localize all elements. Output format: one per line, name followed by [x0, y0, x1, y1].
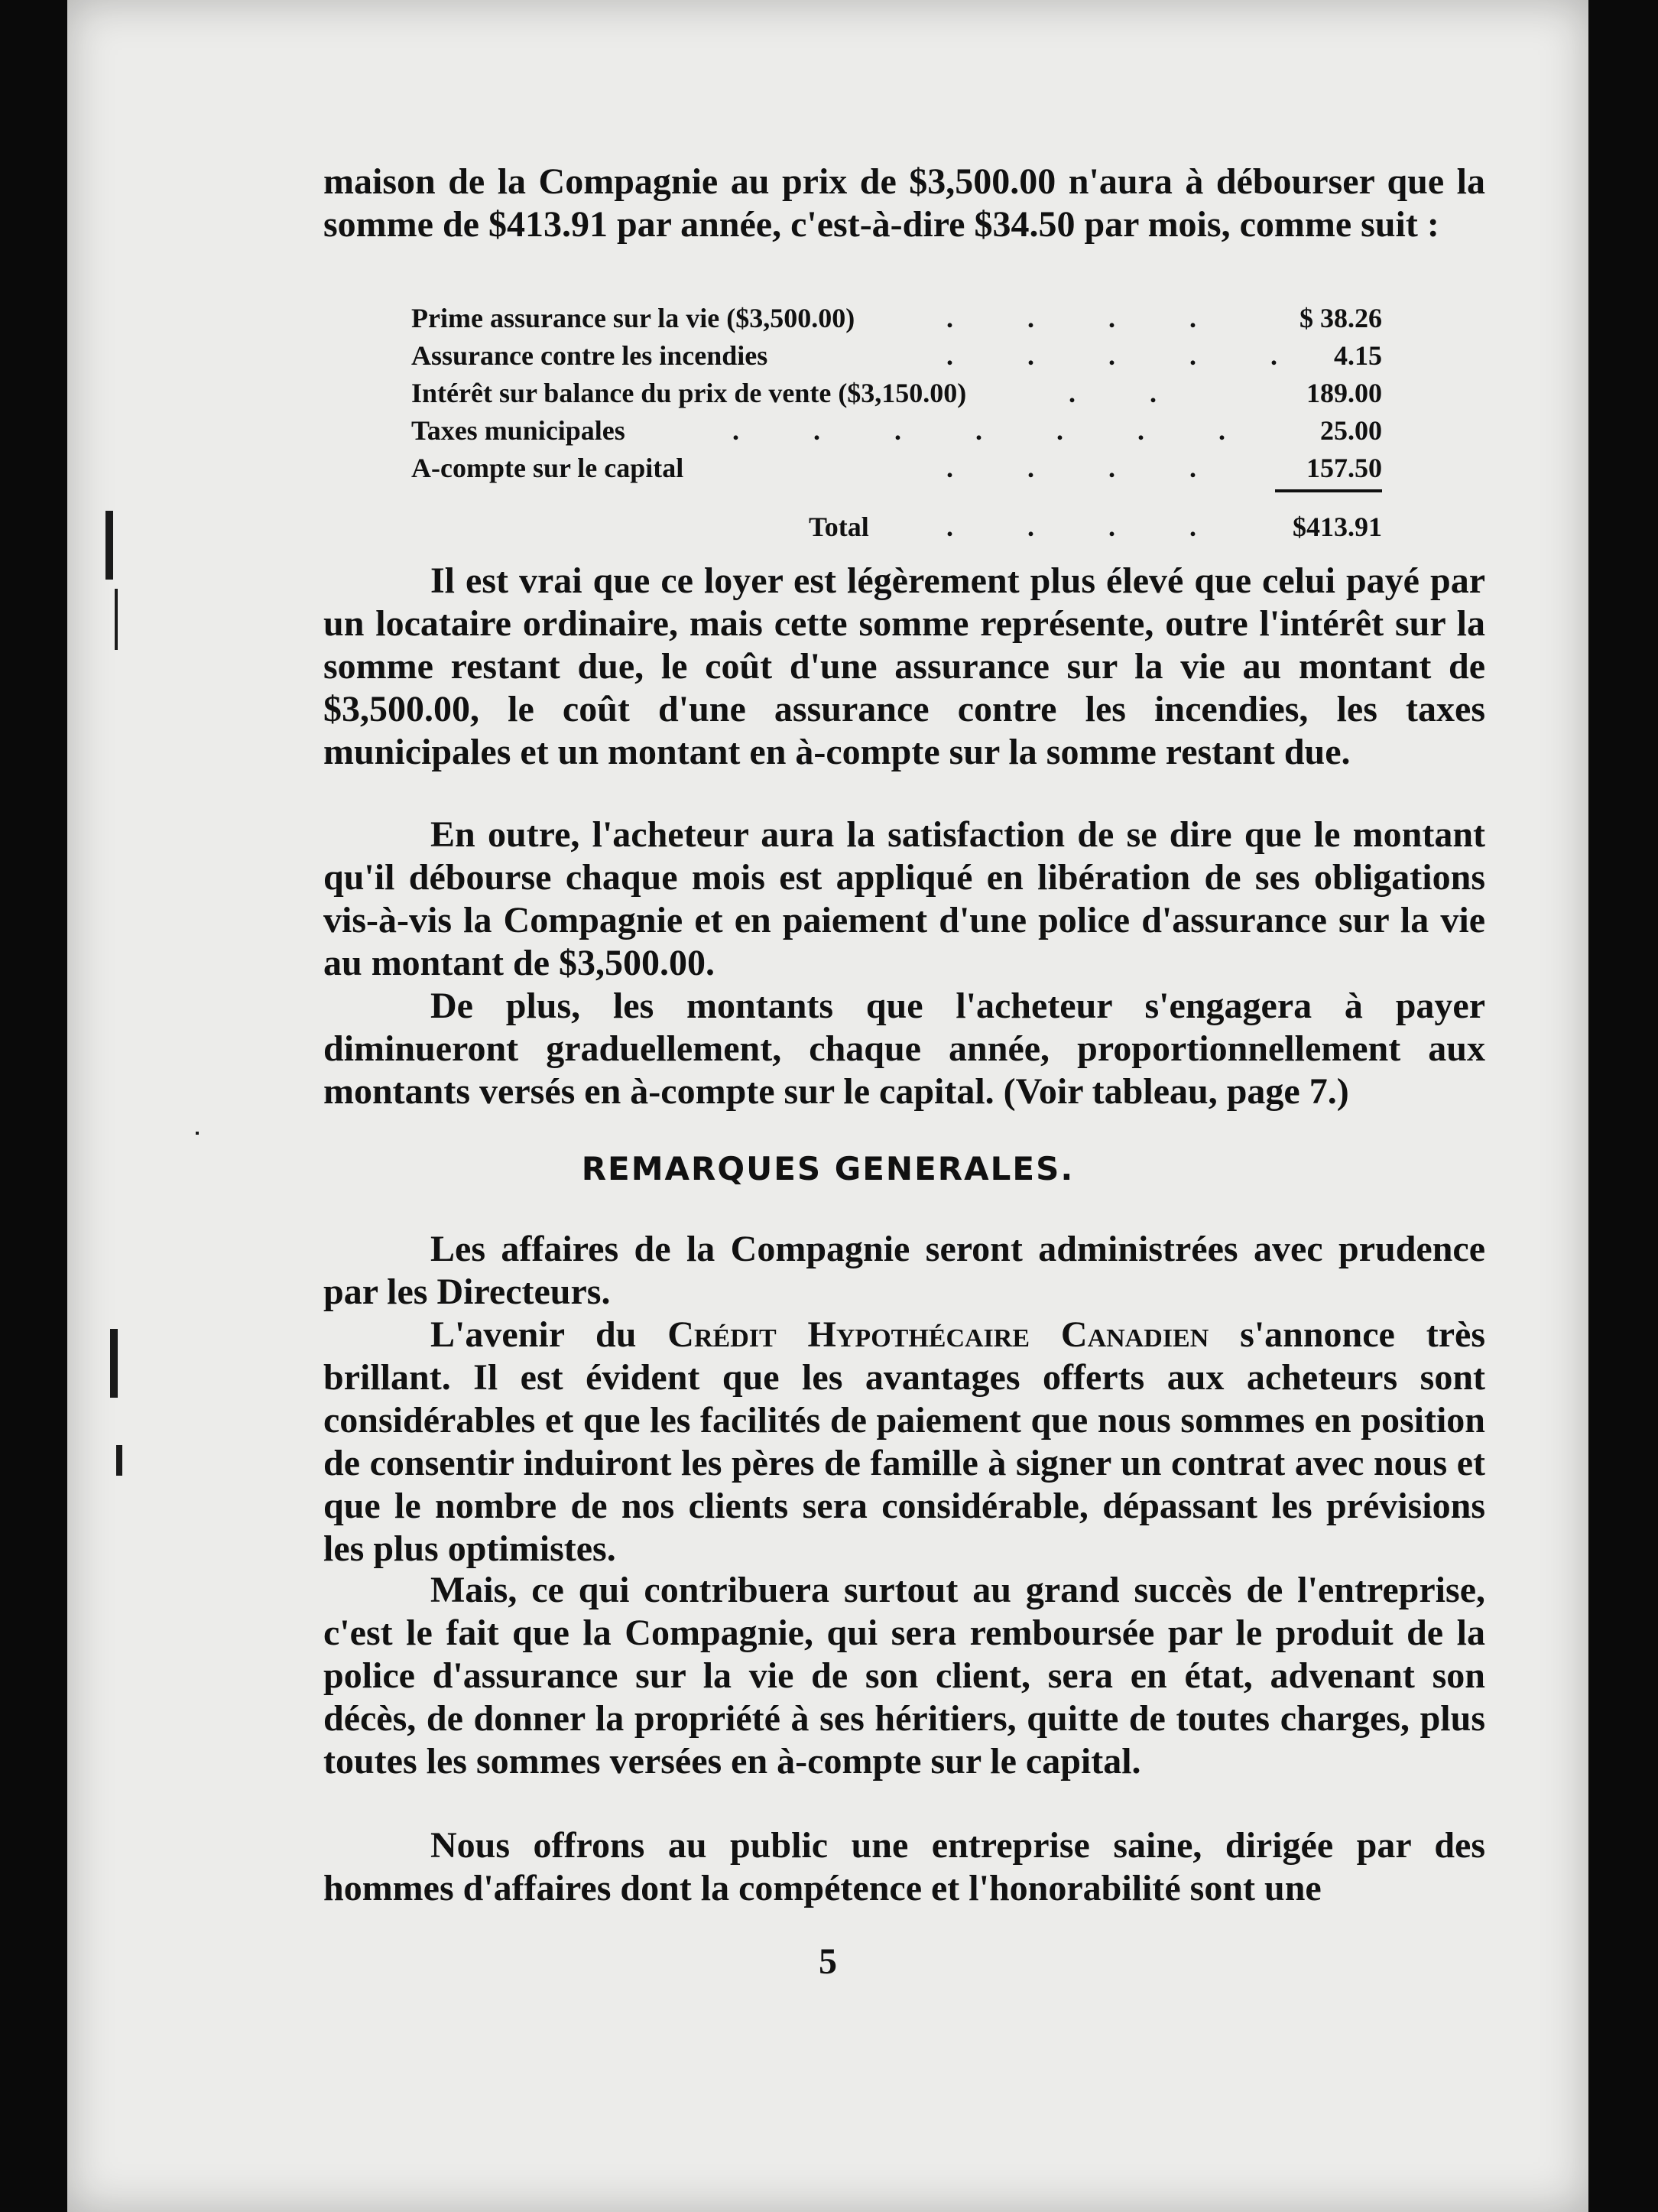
row-amount: 157.50 — [1306, 453, 1382, 483]
paragraph: De plus, les montants que l'acheteur s'engagera à payer diminueront graduellement, chaque année, proportionnellement aux montants versés en à-compte sur le capital. (Voir tableau, page 7.) — [323, 986, 1485, 1112]
margin-mark — [110, 1329, 118, 1398]
table-row — [411, 375, 1382, 412]
row-label: Intérêt sur balance du prix de vente ($3,150.00) — [411, 378, 967, 408]
leader-dots: . . . . . — [946, 340, 1311, 371]
table-row — [411, 300, 1382, 337]
total-amount: $413.91 — [1293, 512, 1382, 542]
section-heading: REMARQUES GENERALES. — [581, 1150, 1075, 1187]
rent-breakdown-table — [411, 300, 1382, 546]
row-amount: 25.00 — [1320, 415, 1382, 446]
total-row — [411, 508, 1382, 546]
paragraph: Les affaires de la Compagnie seront administrées avec prudence par les Directeurs. — [323, 1229, 1485, 1312]
margin-mark — [115, 589, 118, 650]
leader-dots: . . . . — [946, 303, 1230, 333]
document-page — [67, 0, 1588, 2212]
company-name: Crédit Hypothécaire Canadien — [667, 1314, 1209, 1355]
leader-dots: . . . . — [946, 512, 1230, 542]
row-amount: 189.00 — [1306, 378, 1382, 408]
leader-dots: . . . . — [946, 453, 1230, 483]
row-label: Assurance contre les incendies — [411, 340, 768, 371]
table-row — [411, 450, 1382, 487]
row-label: A-compte sur le capital — [411, 453, 684, 483]
row-label: Taxes municipales — [411, 415, 625, 446]
paragraph: En outre, l'acheteur aura la satisfaction de se dire que le montant qu'il débourse chaque mois est appliqué en libération de ses obligations vis-à-vis la Compagnie et en paiement d'une police d'assurance sur la vie au montant de $3,500.00. — [323, 814, 1485, 983]
intro-paragraph: maison de la Compagnie au prix de $3,500.00 n'aura à débourser que la somme de $413.91 par année, c'est-à-dire $34.50 par mois, comme suit : — [323, 161, 1485, 245]
margin-mark — [116, 1445, 122, 1476]
row-label: Prime assurance sur la vie ($3,500.00) — [411, 303, 855, 333]
row-amount: $ 38.26 — [1299, 303, 1382, 333]
paragraph — [323, 1314, 1485, 1570]
page-number: 5 — [819, 1941, 837, 1982]
leader-dots: . . — [1069, 378, 1190, 408]
paragraph: Il est vrai que ce loyer est légèrement plus élevé que celui payé par un locataire ordinaire, mais cette somme représente, outre l'intérêt sur la somme restant due, le coût d'une assurance sur la vie au montant de $3,500.00, le coût d'une assurance contre les incendies, les taxes municipales et un montant en à-compte sur la somme restant due. — [323, 560, 1485, 772]
paragraph-text: L'avenir du — [430, 1314, 668, 1355]
leader-dots: . . . . . . . — [732, 415, 1259, 446]
paragraph-text: s'annonce très brillant. Il est évident que les avantages offerts aux acheteurs sont considérables et que les facilités de paiement que nous sommes en position de consentir induiront les pères de famille à signer un contrat avec nous et que le nombre de nos clients sera considérable, dépassant les prévisions les plus optimistes. — [323, 1314, 1486, 1569]
paragraph: Nous offrons au public une entreprise saine, dirigée par des hommes d'affaires dont la compétence et l'honorabilité sont une — [323, 1825, 1485, 1908]
margin-mark — [196, 1132, 199, 1135]
margin-mark — [105, 511, 113, 580]
row-amount: 4.15 — [1334, 340, 1382, 371]
total-rule — [1275, 489, 1382, 492]
scan-border-right — [1588, 0, 1658, 2212]
scan-border-left — [0, 0, 67, 2212]
table-row — [411, 337, 1382, 375]
table-row — [411, 412, 1382, 450]
total-label: Total — [809, 512, 869, 542]
paragraph: Mais, ce qui contribuera surtout au grand succès de l'entreprise, c'est le fait que la Compagnie, qui sera remboursée par le produit de la police d'assurance sur la vie de son client, sera en état, advenant son décès, de donner la propriété à ses héritiers, quitte de toutes charges, plus toutes les sommes versées en à-compte sur le capital. — [323, 1570, 1485, 1782]
